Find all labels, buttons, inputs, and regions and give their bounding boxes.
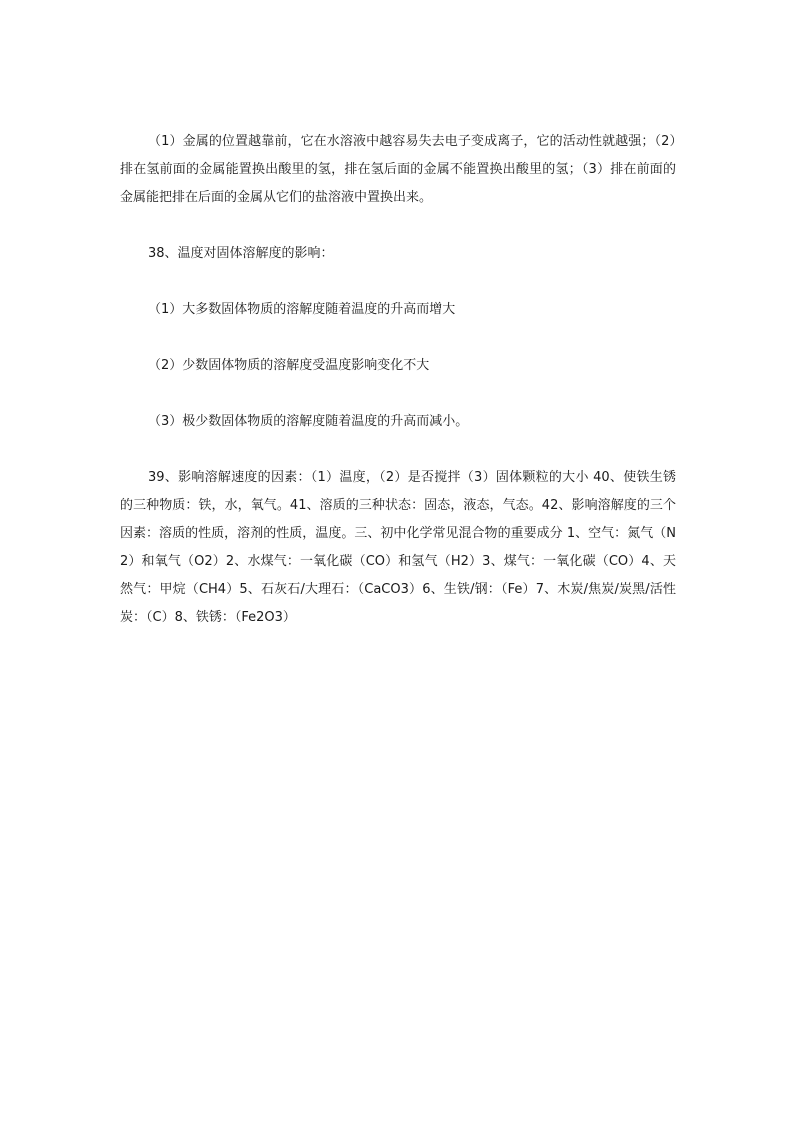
paragraph-spacer xyxy=(120,324,676,352)
paragraph-spacer xyxy=(120,380,676,408)
paragraph-solubility-1: （1）大多数固体物质的溶解度随着温度的升高而增大 xyxy=(148,302,456,317)
paragraph-spacer xyxy=(120,268,676,296)
document-body xyxy=(120,128,676,632)
paragraph-spacer xyxy=(120,212,676,240)
paragraph-spacer xyxy=(120,436,676,464)
paragraph-solubility-2: （2）少数固体物质的溶解度受温度影响变化不大 xyxy=(148,358,430,373)
paragraph-items-39-42: 39、影响溶解速度的因素：（1）温度，（2）是否搅拌（3）固体颗粒的大小 40、使铁生锈的三种物质：铁，水，氧气。41、溶质的三种状态：固态，液态，气态。42、影响溶解度的三个因素：溶质的性质，溶剂的性质，温度。三、初中化学常见混合物的重要成分 1、空气：氮气（N2）和氧气（O2）2、水煤气：一氧化碳（CO）和氢气（H2）3、煤气：一氧化碳（CO）4、天然气：甲烷（CH4）5、石灰石/大理石：（CaCO3）6、生铁/钢：（Fe）7、木炭/焦炭/炭黑/活性炭：（C）8、铁锈：（Fe2O3） xyxy=(120,470,676,625)
paragraph-metal-activity: （1）金属的位置越靠前，它在水溶液中越容易失去电子变成离子，它的活动性就越强；（2）排在氢前面的金属能置换出酸里的氢，排在氢后面的金属不能置换出酸里的氢；（3）排在前面的金属能把排在后面的金属从它们的盐溶液中置换出来。 xyxy=(120,134,676,205)
paragraph-heading-38: 38、温度对固体溶解度的影响： xyxy=(148,246,334,261)
paragraph-solubility-3: （3）极少数固体物质的溶解度随着温度的升高而减小。 xyxy=(148,414,469,429)
